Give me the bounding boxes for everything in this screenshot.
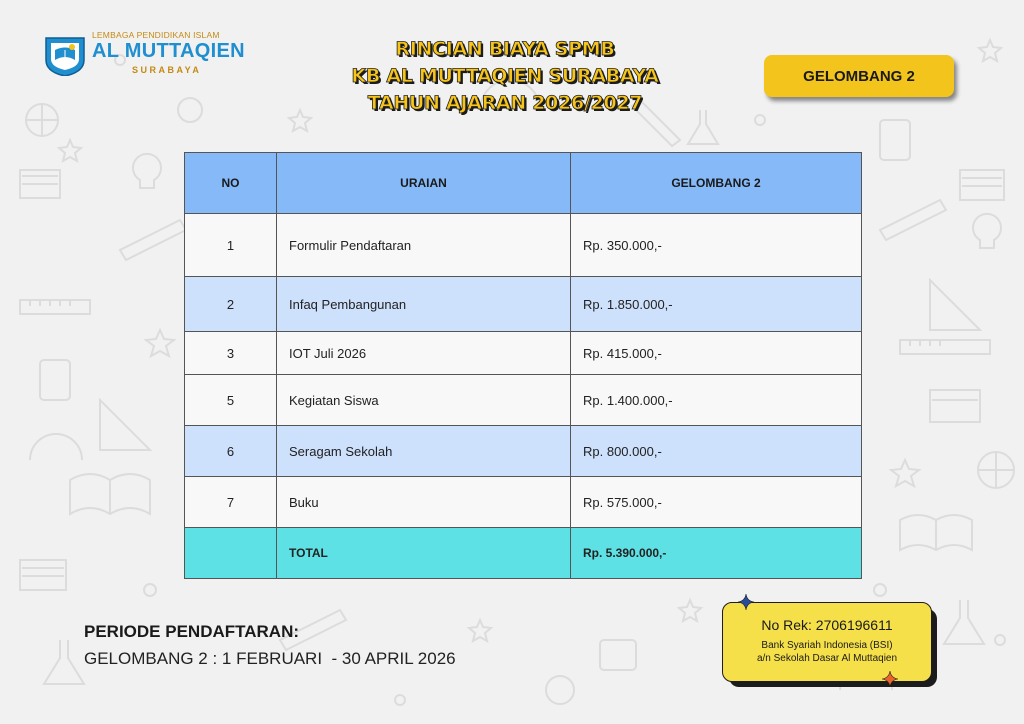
row-amount: Rp. 1.850.000,- [571,277,862,332]
total-number-cell [185,528,277,579]
bank-info-card [722,602,932,682]
logo-city: SURABAYA [132,65,202,75]
row-amount: Rp. 1.400.000,- [571,375,862,426]
row-number: 2 [185,277,277,332]
row-description: IOT Juli 2026 [277,332,571,375]
header-amount: GELOMBANG 2 [571,153,862,214]
row-description: Buku [277,477,571,528]
page-title [330,36,680,117]
title-line-1: RINCIAN BIAYA SPMB [395,38,615,60]
table-row [185,375,862,426]
period-label: PERIODE PENDAFTARAN: [84,622,300,641]
total-amount: Rp. 5.390.000,- [571,528,862,579]
gelombang-badge: GELOMBANG 2 [764,55,954,97]
row-description: Infaq Pembangunan [277,277,571,332]
bank-name: Bank Syariah Indonesia (BSI) [761,640,893,651]
row-number: 1 [185,214,277,277]
bank-account-number: No Rek: 2706196611 [761,617,893,633]
table-total-row [185,528,862,579]
title-line-3: TAHUN AJARAN 2026/2027 [367,92,643,114]
title-line-2: KB AL MUTTAQIEN SURABAYA [351,65,659,87]
sparkle-icon [738,594,754,610]
table-row [185,426,862,477]
row-number: 6 [185,426,277,477]
row-description: Formulir Pendaftaran [277,214,571,277]
row-number: 5 [185,375,277,426]
table-row [185,214,862,277]
header-no: NO [185,153,277,214]
row-amount: Rp. 415.000,- [571,332,862,375]
row-description: Kegiatan Siswa [277,375,571,426]
sparkle-icon [882,671,898,687]
institution-logo [40,28,250,82]
logo-school-name: AL MUTTAQIEN [92,40,245,62]
registration-period [84,622,456,669]
row-number: 7 [185,477,277,528]
table-header-row [185,153,862,214]
row-amount: Rp. 800.000,- [571,426,862,477]
period-value: GELOMBANG 2 : 1 FEBRUARI - 30 APRIL 2026 [84,649,456,668]
total-label: TOTAL [277,528,571,579]
table-row [185,332,862,375]
row-amount: Rp. 575.000,- [571,477,862,528]
logo-tagline: LEMBAGA PENDIDIKAN ISLAM [92,30,220,40]
row-description: Seragam Sekolah [277,426,571,477]
table-row [185,477,862,528]
table-row [185,277,862,332]
school-emblem-icon [42,34,88,76]
header-description: URAIAN [277,153,571,214]
row-number: 3 [185,332,277,375]
fee-table [184,152,862,579]
row-amount: Rp. 350.000,- [571,214,862,277]
bank-account-holder: a/n Sekolah Dasar Al Muttaqien [756,653,898,664]
